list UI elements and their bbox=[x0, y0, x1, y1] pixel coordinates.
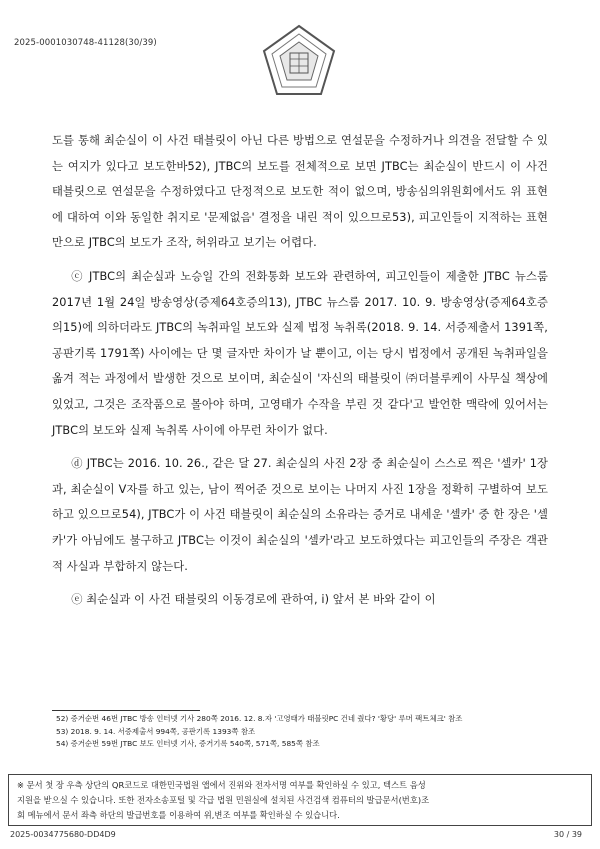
page-number: 30 / 39 bbox=[553, 830, 582, 839]
paragraph-c: ⓒ JTBC의 최순실과 노승일 간의 전화통화 보도와 관련하여, 피고인들이 제출한 JTBC 뉴스룸 2017년 1월 24일 방송영상(증제64호증의13), JTBC 뉴스룸 2017. 10. 9. 방송영상(증제64호증의15)에 의하더라도 JTBC의 녹취파일 보도와 실제 법정 녹취록(2018. 9. 14. 서증제출서 1391쪽, 공판기록 1791쪽) 사이에는 단 몇 글자만 차이가 날 뿐이고, 이는 당시 법정에서 공개된 녹취파일을 옮겨 적는 과정에서 발생한 것으로 보이며, 최순실이 '자신의 태블릿이 ㈜더블루케이 사무실 책상에 있었고, 그것은 조작품으로 몰아야 하며, 고영태가 수작을 부린 것 같다'고 발언한 맥락에 있어서는 JTBC의 보도와 실제 녹취록 사이에 아무런 차이가 없다. bbox=[52, 269, 548, 437]
verification-notice bbox=[8, 774, 592, 826]
notice-line: 지원을 받으실 수 있습니다. 또한 전자소송포털 및 각급 법원 민원실에 설치된 사건검색 컴퓨터의 발급문서(번호)조 bbox=[17, 794, 430, 805]
footnote-52: 52) 증거순번 46번 JTBC 방송 인터넷 기사 280쪽 2016. 12. 8.자 '고영태가 태블릿PC 건네 줬다? '황당' 루머 팩트체크' 참조 bbox=[56, 714, 463, 723]
issue-number: 2025-0034775680-DD4D9 bbox=[10, 830, 116, 839]
judgment-body bbox=[52, 128, 548, 621]
notice-line: 회 메뉴에서 문서 좌측 하단의 발급번호를 이용하여 위,변조 여부를 확인하실 수 있습니다. bbox=[17, 809, 340, 820]
paragraph-continued: 도를 통해 최순실이 이 사건 태블릿이 아닌 다른 방법으로 연설문을 수정하거나 의견을 전달할 수 있는 여지가 있다고 보도한바52), JTBC의 보도를 전체적으로 보면 JTBC는 최순실이 반드시 이 사건 태블릿으로 연설문을 수정하였다고 단정적으로 보도한 적이 없으며, 방송심의위원회에서도 위 표현에 대하여 이와 동일한 취지로 '문제없음' 결정을 내린 적이 있으므로53), 피고인들이 지적하는 표현만으로 JTBC의 보도가 조작, 허위라고 보기는 어렵다. bbox=[52, 134, 548, 250]
notice-line: ※ 문서 첫 장 우측 상단의 QR코드로 대한민국법원 앱에서 진위와 전자서명 여부를 확인하실 수 있고, 텍스트 음성 bbox=[17, 780, 426, 790]
document-id: 2025-0001030748-41128(30/39) bbox=[14, 38, 157, 48]
footnote-53: 53) 2018. 9. 14. 서증제출서 994쪽, 공판기록 1393쪽 참조 bbox=[56, 726, 256, 736]
paragraph-e: ⓔ 최순실과 이 사건 태블릿의 이동경로에 관하여, i) 앞서 본 바와 같이 이 bbox=[71, 593, 436, 607]
footnote-54: 54) 증거순번 59번 JTBC 보도 인터넷 기사, 증거기록 540쪽, 571쪽, 585쪽 참조 bbox=[56, 739, 320, 748]
footnote-divider bbox=[52, 710, 200, 711]
paragraph-d: ⓓ JTBC는 2016. 10. 26., 같은 달 27. 최순실의 사진 2장 중 최순실이 스스로 찍은 '셀카' 1장과, 최순실이 V자를 하고 있는, 남이 찍어준 것으로 보이는 나머지 사진 1장을 정확히 구별하여 보도하고 있으므로54), JTBC가 이 사건 태블릿이 최순실의 소유라는 증거로 내세운 '셀카' 중 한 장은 '셀카'가 아님에도 불구하고 JTBC는 이것이 최순실의 '셀카'라고 보도하였다는 피고인들의 주장은 객관적 사실과 부합하지 않는다. bbox=[52, 457, 548, 573]
court-seal-icon bbox=[256, 20, 342, 106]
court-seal bbox=[256, 20, 342, 106]
footnotes bbox=[56, 713, 560, 751]
